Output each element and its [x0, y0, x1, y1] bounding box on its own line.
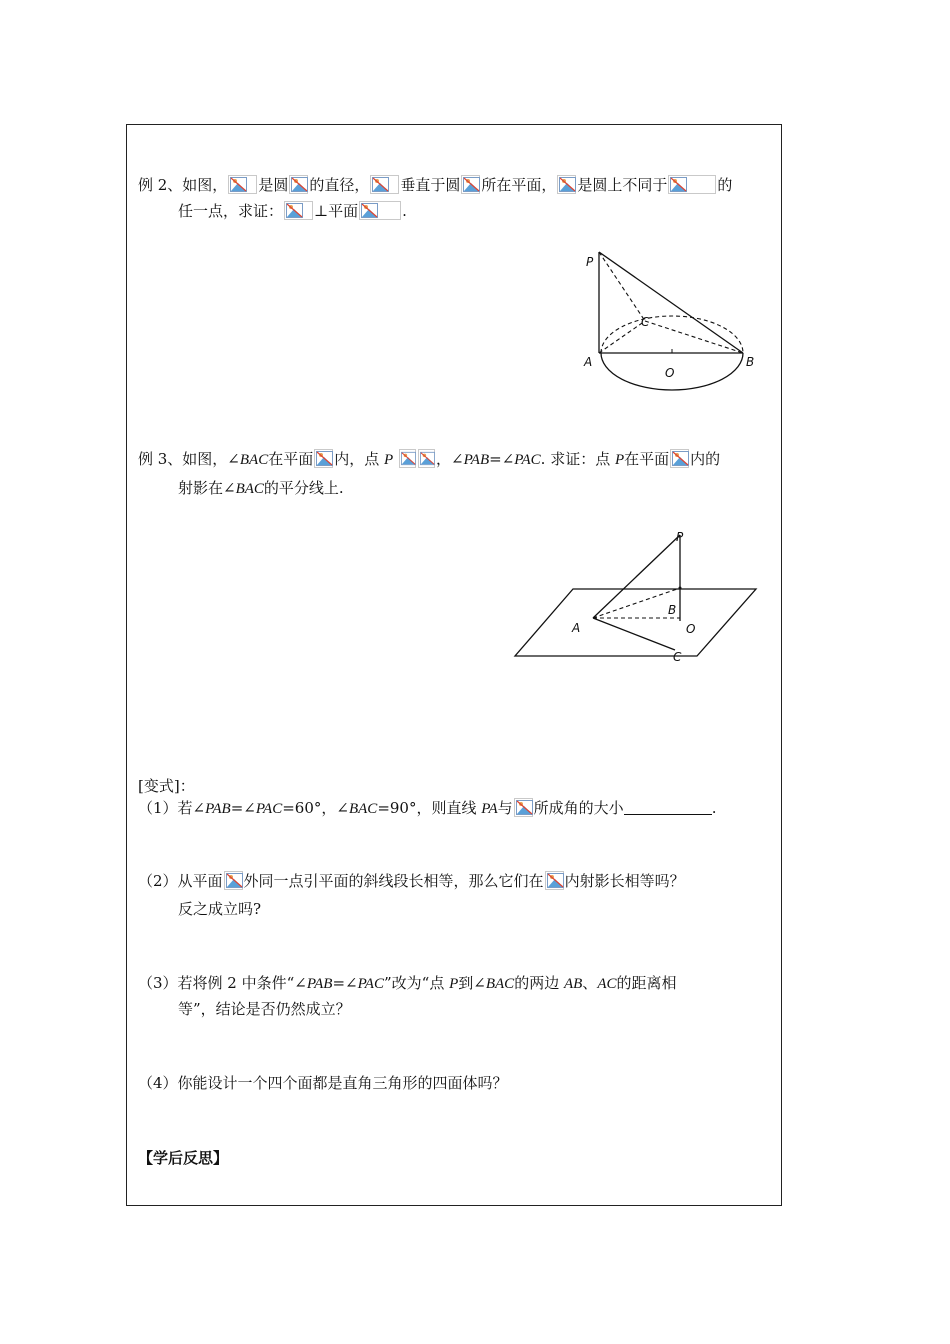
broken-image-icon — [228, 175, 257, 194]
variant-q2-line-2: 反之成立吗? — [178, 900, 262, 918]
label-o: O — [686, 622, 696, 636]
example-2-figure — [575, 240, 765, 400]
plane — [515, 589, 756, 656]
example-3-figure — [510, 525, 765, 665]
label-c: C — [641, 315, 650, 329]
label-p: P — [586, 255, 594, 269]
label-b: B — [746, 355, 755, 369]
broken-image-icon — [224, 871, 243, 890]
label-a: A — [584, 355, 593, 369]
broken-image-icon — [314, 449, 333, 468]
label-c: C — [673, 650, 682, 664]
label-b: B — [668, 603, 677, 617]
variant-q4: （4）你能设计一个四个面都是直角三角形的四面体吗？ — [138, 1074, 508, 1092]
variant-q2-line-1: （2）从平面 外同一点引平面的斜线段长相等，那么它们在 内射影长相等吗？ — [138, 872, 685, 890]
example-3-line-2: 射影在∠BAC的平分线上. — [178, 479, 344, 497]
broken-image-icon — [545, 871, 564, 890]
example-2-line-2: 任一点，求证： ⊥平面 . — [178, 202, 407, 220]
broken-image-icon — [668, 175, 716, 194]
example-3-line-1: 例 3、如图，∠BAC在平面 内，点 P ，∠PAB=∠PAC. 求证：点 P在平面 内的 — [138, 450, 721, 468]
broken-image-icon — [418, 449, 435, 468]
variants-heading: [变式]： — [138, 777, 195, 795]
label-p: P — [676, 530, 684, 544]
broken-image-icon — [289, 175, 308, 194]
reflection-heading: 【学后反思】 — [138, 1149, 229, 1167]
label-a: A — [572, 621, 581, 635]
broken-image-icon — [370, 175, 399, 194]
answer-blank[interactable] — [624, 800, 712, 815]
broken-image-icon — [284, 201, 313, 220]
broken-image-icon — [359, 201, 401, 220]
variant-q3-line-2: 等”，结论是否仍然成立？ — [178, 1000, 351, 1018]
broken-image-icon — [670, 449, 689, 468]
broken-image-icon — [557, 175, 576, 194]
variant-q3-line-1: （3）若将例 2 中条件“∠PAB=∠PAC”改为“点 P到∠BAC的两边 AB、AC的距离相 — [138, 974, 677, 992]
broken-image-icon — [514, 798, 533, 817]
variant-q1: （1）若∠PAB=∠PAC=60°，∠BAC=90°，则直线 PA与 所成角的大小 . — [138, 799, 717, 817]
broken-image-icon — [461, 175, 480, 194]
broken-image-icon — [399, 449, 416, 468]
example-2-line-1: 例 2、如图， 是圆 的直径， 垂直于圆 所在平面， 是圆上不同于 的 — [138, 176, 733, 194]
label-o: O — [665, 366, 675, 380]
